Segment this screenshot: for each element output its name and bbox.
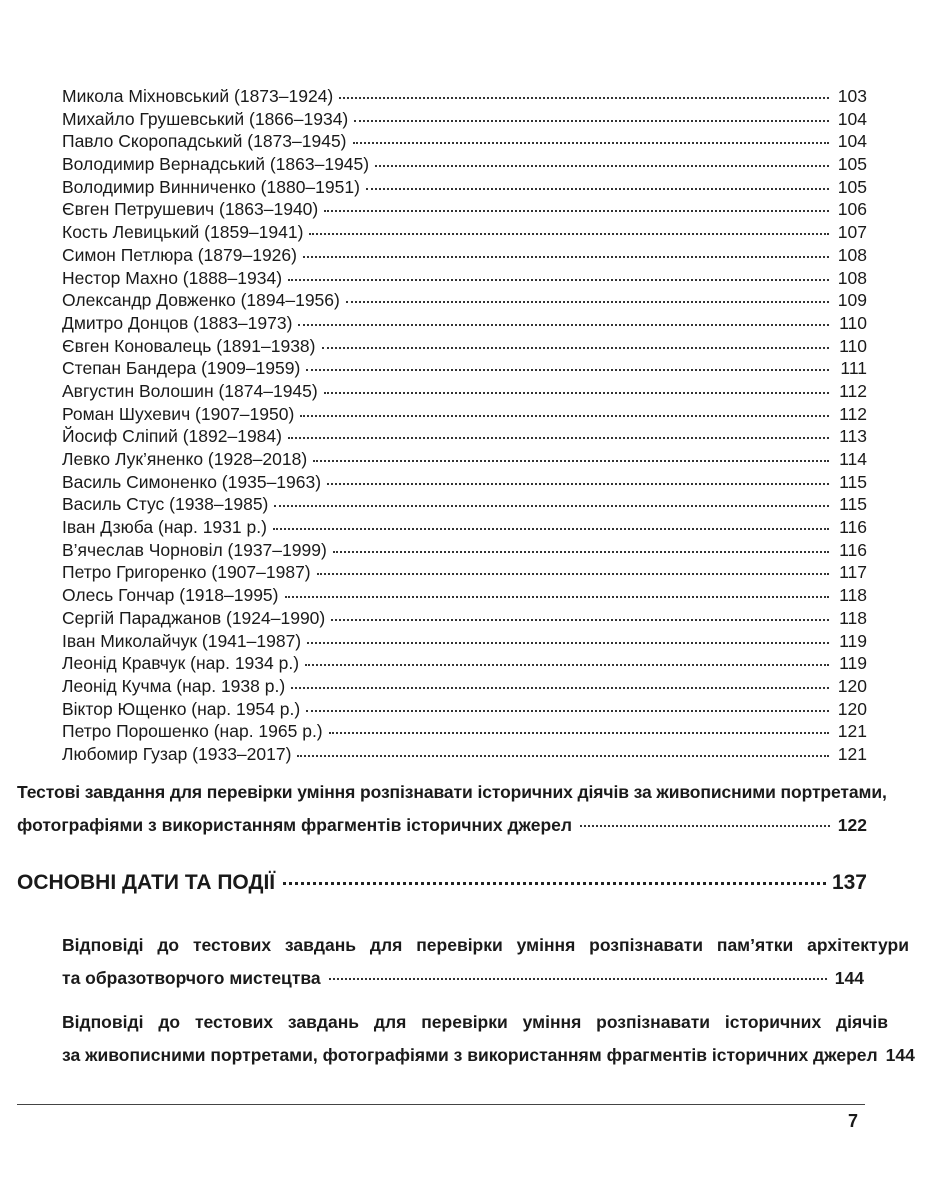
toc-entry-page: 103	[837, 86, 867, 106]
toc-entry-page: 121	[837, 743, 867, 764]
toc-test-tasks-page: 122	[837, 815, 867, 835]
toc-entry-title: Августин Волошин (1874–1945)	[62, 380, 318, 401]
toc-entry-list	[62, 84, 867, 765]
dot-leader	[327, 467, 829, 485]
toc-entry-page: 120	[837, 698, 867, 719]
answers-figures-page: 144	[885, 1045, 915, 1065]
toc-entry-page: 118	[839, 607, 867, 628]
toc-entry-title: Павло Скоропадський (1873–1945)	[62, 131, 347, 152]
answers-figures-line2: за живописними портретами, фотографіями з використанням фрагментів історичних джерел	[62, 1045, 878, 1065]
toc-entry-title: Петро Порошенко (нар. 1965 р.)	[62, 721, 323, 742]
toc-entry-title: Степан Бандера (1909–1959)	[62, 358, 301, 379]
toc-entry-title: Іван Миколайчук (1941–1987)	[62, 630, 302, 651]
toc-entry-page: 113	[839, 426, 867, 447]
toc-entry-page: 104	[837, 131, 867, 152]
dot-leader	[273, 512, 829, 530]
toc-entry-page: 120	[837, 675, 867, 696]
dot-leader	[329, 716, 829, 734]
dot-leader	[305, 648, 829, 666]
toc-entry-title: Сергій Параджанов (1924–1990)	[62, 607, 326, 628]
toc-entry-title: Віктор Ющенко (нар. 1954 р.)	[62, 698, 301, 719]
dot-leader	[339, 81, 829, 99]
toc-entry[interactable]	[62, 742, 867, 765]
toc-section-heading[interactable]	[17, 868, 867, 895]
toc-entry-title: Василь Стус (1938–1985)	[62, 494, 269, 515]
dot-leader	[298, 308, 829, 326]
toc-entry-page: 112	[839, 380, 867, 401]
dot-leader	[317, 557, 829, 575]
dot-leader	[288, 421, 829, 439]
dot-leader	[291, 671, 829, 689]
toc-entry-page: 105	[837, 154, 867, 175]
toc-entry-title: Володимир Винниченко (1880–1951)	[62, 176, 360, 197]
toc-entry-title: Микола Міхновський (1873–1924)	[62, 86, 334, 106]
dot-leader	[303, 240, 829, 258]
dot-leader	[354, 104, 829, 122]
toc-entry-page: 106	[837, 199, 867, 220]
toc-test-tasks-line2: фотографіями з використанням фрагментів історичних джерел	[17, 815, 573, 835]
toc-entry-title: Кость Левицький (1859–1941)	[62, 222, 304, 243]
dot-leader	[285, 580, 830, 598]
toc-entry-title: В’ячеслав Чорновіл (1937–1999)	[62, 539, 327, 560]
toc-entry-title: Леонід Кучма (нар. 1938 р.)	[62, 675, 286, 696]
section-title: ОСНОВНІ ДАТИ ТА ПОДІЇ	[17, 871, 276, 894]
dot-leader	[313, 444, 829, 462]
toc-entry-page: 112	[839, 403, 867, 424]
dot-leader	[309, 217, 829, 235]
toc-entry-title: Олександр Довженко (1894–1956)	[62, 290, 340, 311]
toc-entry-page: 110	[839, 312, 867, 333]
toc-entry-title: Йосиф Сліпий (1892–1984)	[62, 426, 282, 447]
toc-entry-page: 104	[837, 108, 867, 129]
toc-entry-page: 116	[839, 517, 867, 538]
toc-entry-title: Дмитро Донцов (1883–1973)	[62, 312, 293, 333]
dot-leader	[300, 399, 829, 417]
toc-entry-title: Михайло Грушевський (1866–1934)	[62, 108, 349, 129]
toc-entry-title: Леонід Кравчук (нар. 1934 р.)	[62, 653, 300, 674]
toc-entry-page: 109	[837, 290, 867, 311]
dot-leader	[580, 807, 830, 827]
dot-leader	[353, 126, 829, 144]
dot-leader	[324, 194, 829, 212]
toc-entry-title: Володимир Вернадський (1863–1945)	[62, 154, 370, 175]
dot-leader	[283, 864, 826, 885]
toc-entry-title: Роман Шухевич (1907–1950)	[62, 403, 295, 424]
toc-entry-page: 115	[839, 471, 867, 492]
dot-leader	[274, 489, 829, 507]
answers-architecture-page: 144	[834, 968, 864, 988]
toc-entry-title: Іван Дзюба (нар. 1931 р.)	[62, 517, 267, 538]
toc-entry-page: 110	[839, 335, 867, 356]
dot-leader	[331, 603, 829, 621]
section-page: 137	[831, 871, 867, 894]
toc-entry-page: 114	[839, 449, 867, 469]
dot-leader	[346, 285, 829, 303]
toc-entry-title: Симон Петлюра (1879–1926)	[62, 244, 297, 265]
toc-entry-title: Петро Григоренко (1907–1987)	[62, 562, 311, 583]
dot-leader	[322, 331, 830, 349]
page-number: 7	[848, 1111, 859, 1131]
toc-entry-page: 116	[839, 539, 867, 560]
toc-entry-page: 119	[839, 653, 867, 674]
toc-answers-architecture-entry[interactable]	[62, 929, 909, 995]
toc-entry-title: Олесь Гончар (1918–1995)	[62, 585, 279, 606]
toc-entry-page: 115	[839, 494, 867, 515]
toc-entry-title: Євген Петрушевич (1863–1940)	[62, 199, 319, 220]
toc-entry-title: Нестор Махно (1888–1934)	[62, 267, 283, 288]
answers-architecture-line1: Відповіді до тестових завдань для перевірки уміння розпізнавати пам’ятки архітектури	[62, 935, 909, 955]
dot-leader	[375, 149, 829, 167]
dot-leader	[333, 535, 829, 553]
toc-entry-page: 111	[840, 358, 867, 379]
toc-entry-title: Євген Коновалець (1891–1938)	[62, 335, 316, 356]
answers-figures-line1: Відповіді до тестових завдань для перевірки уміння розпізнавати історичних діячів	[62, 1012, 888, 1032]
toc-entry-page: 107	[837, 222, 867, 243]
dot-leader	[324, 376, 829, 394]
toc-test-tasks-entry[interactable]	[17, 776, 887, 842]
footer-rule	[17, 1104, 865, 1105]
toc-test-tasks-line1: Тестові завдання для перевірки уміння розпізнавати історичних діячів за живописними портретами,	[17, 782, 887, 802]
dot-leader	[306, 353, 829, 371]
toc-entry-page: 105	[837, 176, 867, 197]
toc-entry-title: Василь Симоненко (1935–1963)	[62, 471, 322, 492]
dot-leader	[306, 694, 829, 712]
toc-answers-figures-entry[interactable]	[62, 1006, 915, 1072]
toc-entry-page: 108	[837, 244, 867, 265]
dot-leader	[288, 263, 829, 281]
toc-entry-page: 108	[837, 267, 867, 288]
dot-leader	[307, 626, 829, 644]
answers-architecture-line2: та образотворчого мистецтва	[62, 968, 321, 988]
toc-entry-title: Любомир Гузар (1933–2017)	[62, 743, 292, 764]
dot-leader	[297, 739, 829, 757]
toc-entry-page: 121	[837, 721, 867, 742]
toc-entry-title: Левко Лук’яненко (1928–2018)	[62, 449, 308, 469]
toc-entry-page: 119	[839, 630, 867, 651]
dot-leader	[366, 172, 829, 190]
toc-entry-page: 117	[839, 562, 867, 583]
dot-leader	[329, 960, 827, 980]
toc-entry-page: 118	[839, 585, 867, 606]
